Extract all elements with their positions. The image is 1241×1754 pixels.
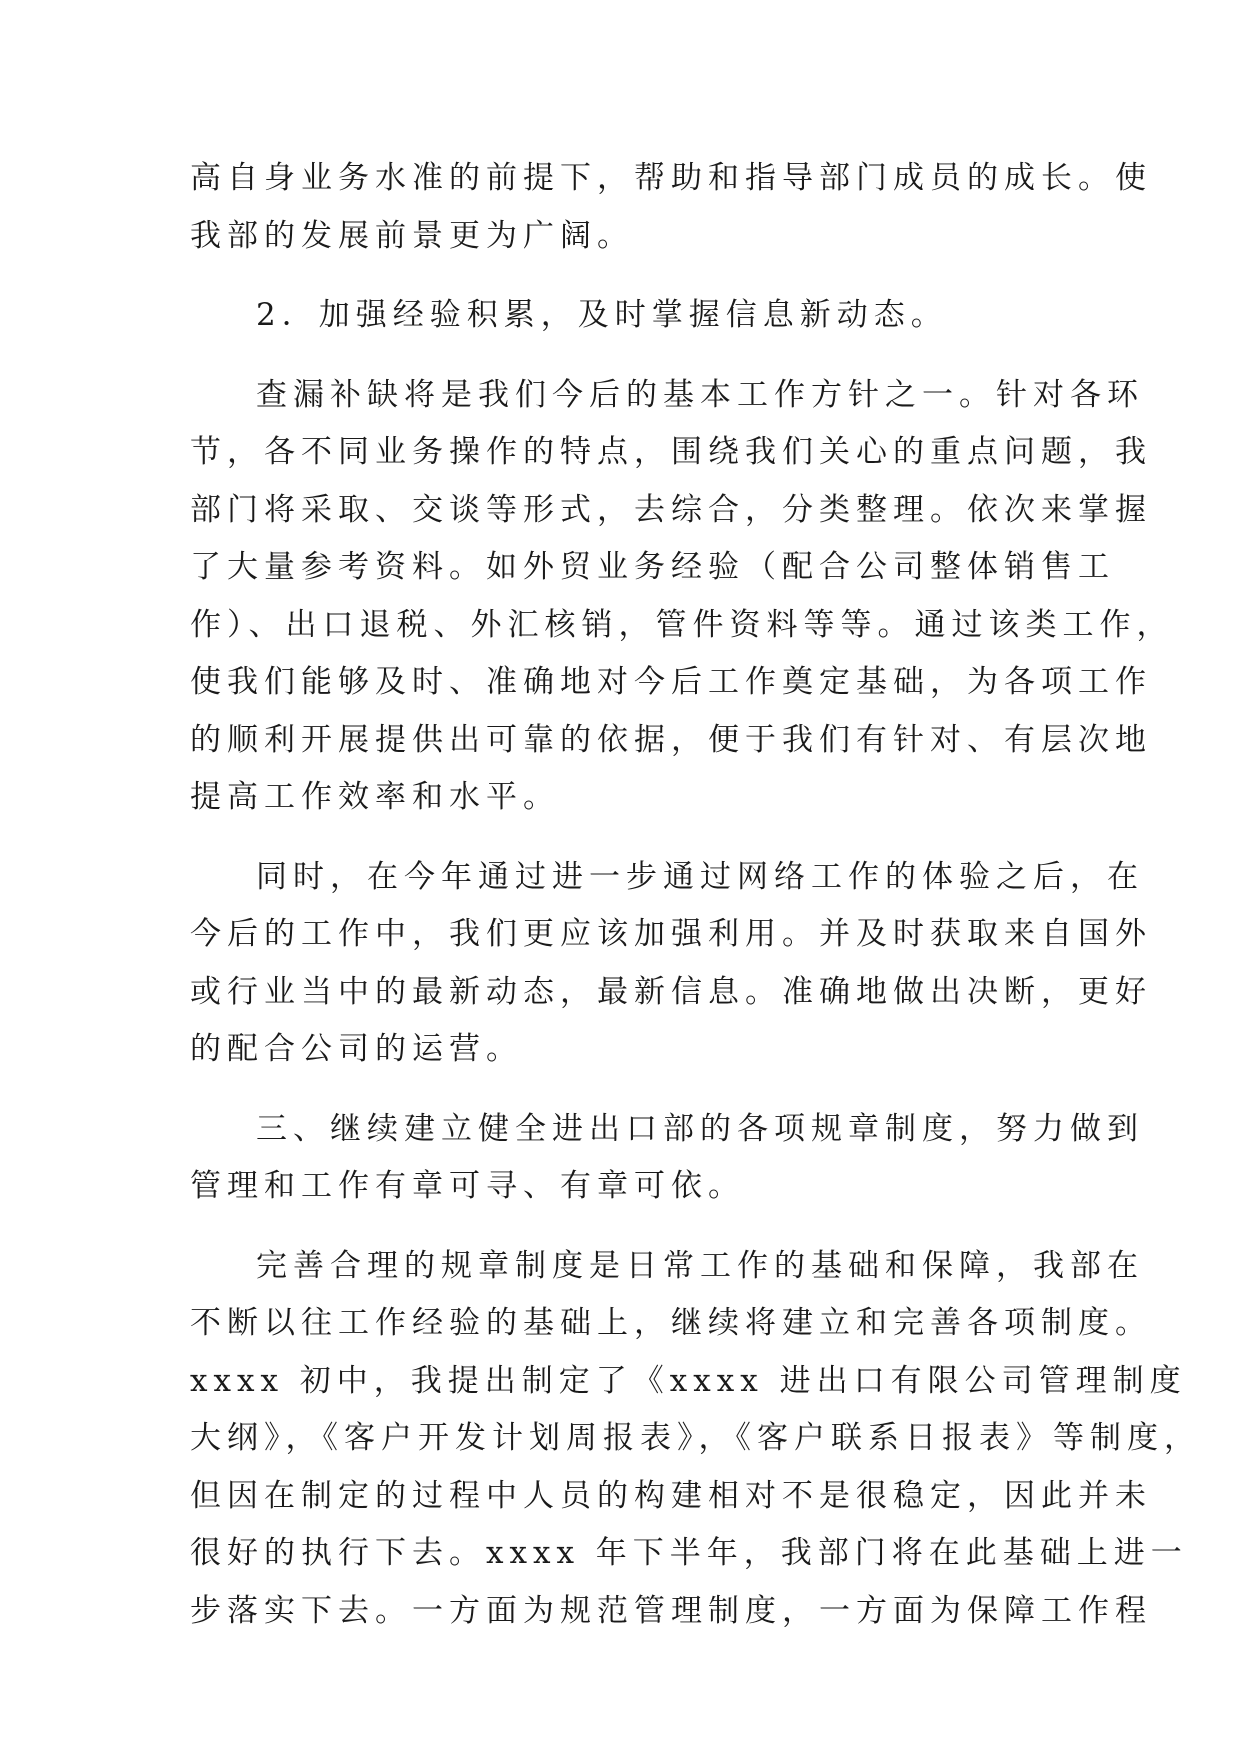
text-line: 但因在制定的过程中人员的构建相对不是很稳定，因此并未 [190, 1477, 1152, 1514]
paragraph-2-heading [190, 287, 1050, 345]
text-line: 完善合理的规章制度是日常工作的基础和保障，我部在 [256, 1247, 1144, 1284]
text-line: 使我们能够及时、准确地对今后工作奠定基础，为各项工作 [190, 664, 1152, 700]
text-line: 高自身业务水准的前提下，帮助和指导部门成员的成长。使 [190, 160, 1152, 196]
text-line: 作）、出口退税、外汇核销，管件资料等等。通过该类工作， [190, 606, 1174, 643]
text-line: 不断以往工作经验的基础上，继续将建立和完善各项制度。 [190, 1305, 1152, 1341]
section-heading: 2．加强经验积累，及时掌握信息新动态。 [256, 297, 948, 333]
paragraph-4 [190, 849, 1152, 1079]
text-line: 今后的工作中，我们更应该加强利用。并及时获取来自国外 [190, 916, 1152, 952]
text-line: 同时，在今年通过进一步通过网络工作的体验之后，在 [256, 858, 1144, 895]
text-line: 我部的发展前景更为广阔。 [190, 217, 634, 254]
text-line: 部门将采取、交谈等形式，去综合，分类整理。依次来掌握 [190, 491, 1152, 528]
paragraph-6 [190, 1238, 1201, 1641]
text-line: 查漏补缺将是我们今后的基本工作方针之一。针对各环 [256, 376, 1144, 413]
text-line: 很好的执行下去。xxxx 年下半年，我部门将在此基础上进一 [190, 1535, 1188, 1571]
text-line: 提高工作效率和水平。 [190, 779, 560, 815]
text-line: 的顺利开展提供出可靠的依据，便于我们有针对、有层次地 [190, 721, 1152, 758]
paragraph-1 [190, 150, 1152, 265]
section-heading: 三、继续建立健全进出口部的各项规章制度，努力做到 [256, 1110, 1144, 1147]
text-line: 大纲》，《客户开发计划周报表》，《客户联系日报表》等制度， [190, 1420, 1201, 1456]
text-line: 的配合公司的运营。 [190, 1031, 523, 1067]
text-line: 或行业当中的最新动态，最新信息。准确地做出决断，更好 [190, 973, 1152, 1010]
paragraph-3 [190, 367, 1174, 827]
text-line: 节，各不同业务操作的特点，围绕我们关心的重点问题，我 [190, 434, 1152, 470]
section-heading: 管理和工作有章可寻、有章可依。 [190, 1168, 745, 1204]
text-line: 了大量参考资料。如外贸业务经验（配合公司整体销售工 [190, 549, 1115, 585]
text-line: xxxx 初中，我提出制定了《xxxx 进出口有限公司管理制度 [190, 1362, 1187, 1399]
text-line: 步落实下去。一方面为规范管理制度，一方面为保障工作程 [190, 1592, 1152, 1629]
document-body [190, 150, 1201, 1640]
paragraph-5-heading [190, 1101, 1144, 1216]
